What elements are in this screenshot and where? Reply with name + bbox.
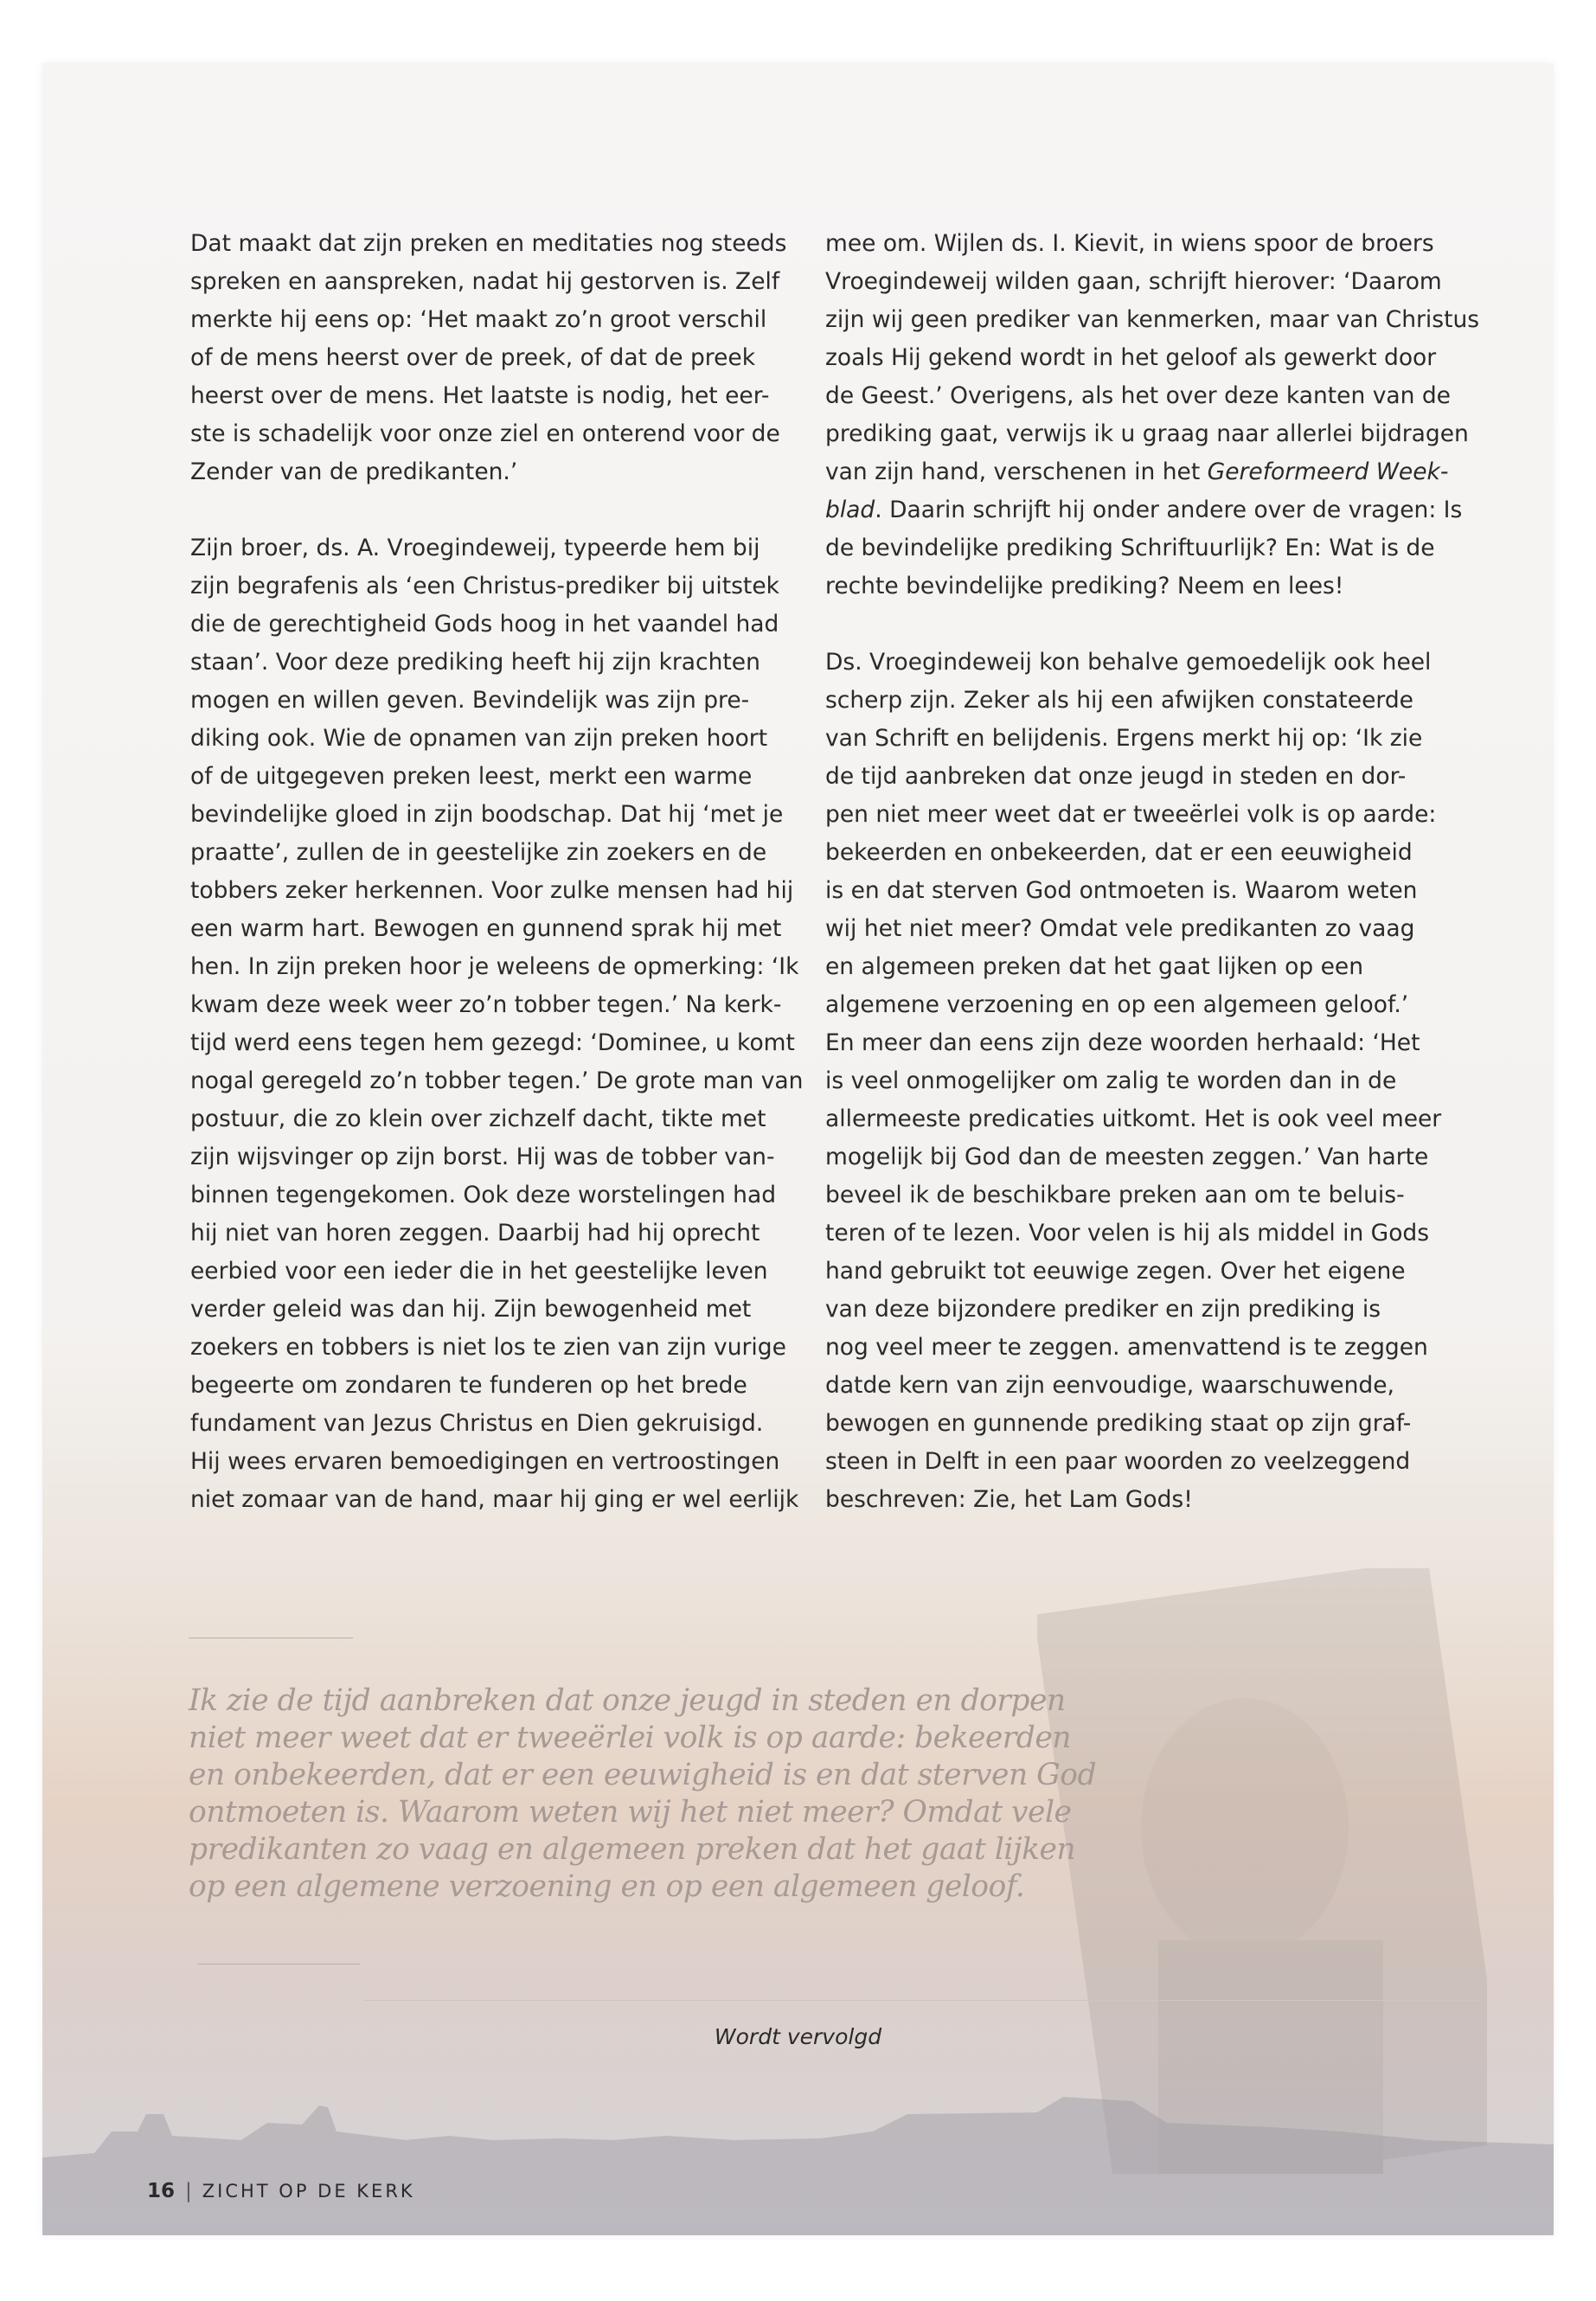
text-line: teren of te lezen. Voor velen is hij als middel in Gods — [825, 1220, 1430, 1247]
text-line: En meer dan eens zijn deze woorden herhaald: ‘Het — [825, 1029, 1420, 1056]
text-line: Ds. Vroegindeweij kon behalve gemoedelijk ook heel — [825, 649, 1432, 676]
article-column-left — [190, 225, 804, 1557]
text-line: wij het niet meer? Omdat vele predikanten zo vaag — [825, 915, 1415, 942]
text-line: merkte hij eens op: ‘Het maakt zo’n groot verschil — [190, 306, 767, 333]
text-line: kwam deze week weer zo’n tobber tegen.’ Na kerk- — [190, 991, 782, 1018]
text-line: hen. In zijn preken hoor je weleens de opmerking: ‘Ik — [190, 953, 799, 980]
text-line: bewogen en gunnende prediking staat op zijn graf- — [825, 1410, 1412, 1437]
pull-quote-line: en onbekeerden, dat er een eeuwigheid is en dat sterven God — [189, 1758, 1097, 1792]
text-line: tobbers zeker herkennen. Voor zulke mensen had hij — [190, 877, 794, 904]
text-line: mogen en willen geven. Bevindelijk was zijn pre- — [190, 687, 750, 714]
text-line: hij niet van horen zeggen. Daarbij had hij oprecht — [190, 1220, 760, 1247]
text-line: prediking gaat, verwijs ik u graag naar allerlei bijdragen — [825, 420, 1469, 447]
text-line: de bevindelijke prediking Schriftuurlijk? En: Wat is de — [825, 535, 1435, 561]
magazine-name: ZICHT OP DE KERK — [202, 2181, 415, 2202]
text-line: postuur, die zo klein over zichzelf dacht, tikte met — [190, 1106, 766, 1132]
paragraph — [825, 225, 1480, 606]
text-line: zijn begrafenis als ‘een Christus-prediker bij uitstek — [190, 573, 779, 599]
text-line: Zender van de predikanten.’ — [190, 458, 518, 485]
text-line: Vroegindeweij wilden gaan, schrijft hierover: ‘Daarom — [825, 268, 1442, 295]
text-line: mogelijk bij God dan de meesten zeggen.’ Van harte — [825, 1144, 1429, 1170]
text-line: is en dat sterven God ontmoeten is. Waarom weten — [825, 877, 1418, 904]
text-line: zijn wij geen prediker van kenmerken, maar van Christus — [825, 306, 1480, 333]
text-line: ste is schadelijk voor onze ziel en onterend voor de — [190, 420, 780, 447]
publication-title: blad — [825, 497, 875, 523]
pull-quote-line: op een algemene verzoening en op een algemeen geloof. — [189, 1869, 1025, 1904]
text-line: of de mens heerst over de preek, of dat de preek — [190, 344, 756, 371]
text-line: van Schrift en belijdenis. Ergens merkt hij op: ‘Ik zie — [825, 725, 1423, 752]
text-line: niet zomaar van de hand, maar hij ging er wel eerlijk — [190, 1486, 799, 1513]
text-line: staan’. Voor deze prediking heeft hij zijn krachten — [190, 649, 760, 676]
text-line: die de gerechtigheid Gods hoog in het vaandel had — [190, 611, 779, 638]
paragraph — [190, 529, 804, 1519]
page-footer — [147, 2180, 415, 2202]
continued-divider — [363, 2000, 1488, 2001]
text-line: fundament van Jezus Christus en Dien gekruisigd. — [190, 1410, 764, 1437]
text-line: Hij wees ervaren bemoedigingen en vertroostingen — [190, 1448, 780, 1475]
text-line: diking ook. Wie de opnamen van zijn preken hoort — [190, 725, 768, 752]
text-line: Zijn broer, ds. A. Vroegindeweij, typeerde hem bij — [190, 535, 760, 561]
text-line: en algemeen preken dat het gaat lijken op een — [825, 953, 1364, 980]
text-segment: van zijn hand, verschenen in het — [825, 458, 1208, 485]
text-line: de Geest.’ Overigens, als het over deze kanten van de — [825, 382, 1451, 409]
text-line — [825, 453, 1449, 491]
pull-quote-line: Ik zie de tijd aanbreken dat onze jeugd in steden en dorpen — [189, 1683, 1066, 1718]
pull-quote-line: niet meer weet dat er tweeërlei volk is op aarde: bekeerden — [189, 1721, 1072, 1755]
text-line: zoals Hij gekend wordt in het geloof als gewerkt door — [825, 344, 1437, 371]
text-line: de tijd aanbreken dat onze jeugd in steden en dor- — [825, 763, 1407, 790]
paragraph — [825, 644, 1442, 1519]
text-line: binnen tegengekomen. Ook deze worstelingen had — [190, 1182, 777, 1208]
text-line: rechte bevindelijke prediking? Neem en lees! — [825, 573, 1344, 599]
text-line: begeerte om zondaren te funderen op het brede — [190, 1372, 747, 1399]
text-line: is veel onmogelijker om zalig te worden dan in de — [825, 1067, 1397, 1094]
text-line: praatte’, zullen de in geestelijke zin zoekers en de — [190, 839, 767, 866]
text-line: spreken en aanspreken, nadat hij gestorven is. Zelf — [190, 268, 780, 295]
to-be-continued-label: Wordt vervolgd — [714, 2024, 882, 2049]
text-line: datde kern van zijn eenvoudige, waarschuwende, — [825, 1372, 1394, 1399]
pull-quote-line: predikanten zo vaag en algemeen preken dat het gaat lijken — [189, 1832, 1076, 1867]
text-line: beschreven: Zie, het Lam Gods! — [825, 1486, 1193, 1513]
page-number: 16 — [147, 2180, 176, 2202]
text-line: van deze bijzondere prediker en zijn prediking is — [825, 1296, 1381, 1323]
text-line: beveel ik de beschikbare preken aan om te beluis- — [825, 1182, 1405, 1208]
text-line: steen in Delft in een paar woorden zo veelzeggend — [825, 1448, 1411, 1475]
text-line: nogal geregeld zo’n tobber tegen.’ De grote man van — [190, 1067, 804, 1094]
text-line: algemene verzoening en op een algemeen geloof.’ — [825, 991, 1409, 1018]
pull-quote-bottom-rule — [197, 1964, 360, 1965]
text-line: pen niet meer weet dat er tweeërlei volk is op aarde: — [825, 801, 1437, 828]
pull-quote-line: ontmoeten is. Waarom weten wij het niet meer? Omdat vele — [189, 1795, 1072, 1830]
text-line: scherp zijn. Zeker als hij een afwijken constateerde — [825, 687, 1413, 714]
text-line: bekeerden en onbekeerden, dat er een eeuwigheid — [825, 839, 1413, 866]
publication-title: Gereformeerd Week- — [1207, 458, 1449, 485]
text-line: verder geleid was dan hij. Zijn bewogenheid met — [190, 1296, 752, 1323]
footer-separator: | — [185, 2180, 192, 2202]
text-line: mee om. Wijlen ds. I. Kievit, in wiens spoor de broers — [825, 230, 1434, 257]
pull-quote — [189, 1682, 1097, 1906]
text-segment: . Daarin schrijft hij onder andere over de vragen: Is — [875, 497, 1463, 523]
paragraph — [190, 225, 787, 491]
text-line: tijd werd eens tegen hem gezegd: ‘Dominee, u komt — [190, 1029, 795, 1056]
text-line: heerst over de mens. Het laatste is nodig, het eer- — [190, 382, 770, 409]
text-line: een warm hart. Bewogen en gunnend sprak hij met — [190, 915, 782, 942]
text-line — [825, 491, 1463, 529]
text-line: hand gebruikt tot eeuwige zegen. Over het eigene — [825, 1258, 1406, 1285]
text-line: zijn wijsvinger op zijn borst. Hij was de tobber van- — [190, 1144, 775, 1170]
text-line: bevindelijke gloed in zijn boodschap. Dat hij ‘met je — [190, 801, 784, 828]
article-column-right — [825, 225, 1480, 1557]
text-line: zoekers en tobbers is niet los te zien van zijn vurige — [190, 1334, 786, 1361]
text-line: nog veel meer te zeggen. amenvattend is te zeggen — [825, 1334, 1428, 1361]
text-line: allermeeste predicaties uitkomt. Het is ook veel meer — [825, 1106, 1442, 1132]
text-line: of de uitgegeven preken leest, merkt een warme — [190, 763, 753, 790]
text-line: Dat maakt dat zijn preken en meditaties nog steeds — [190, 230, 787, 257]
text-line: eerbied voor een ieder die in het geestelijke leven — [190, 1258, 768, 1285]
